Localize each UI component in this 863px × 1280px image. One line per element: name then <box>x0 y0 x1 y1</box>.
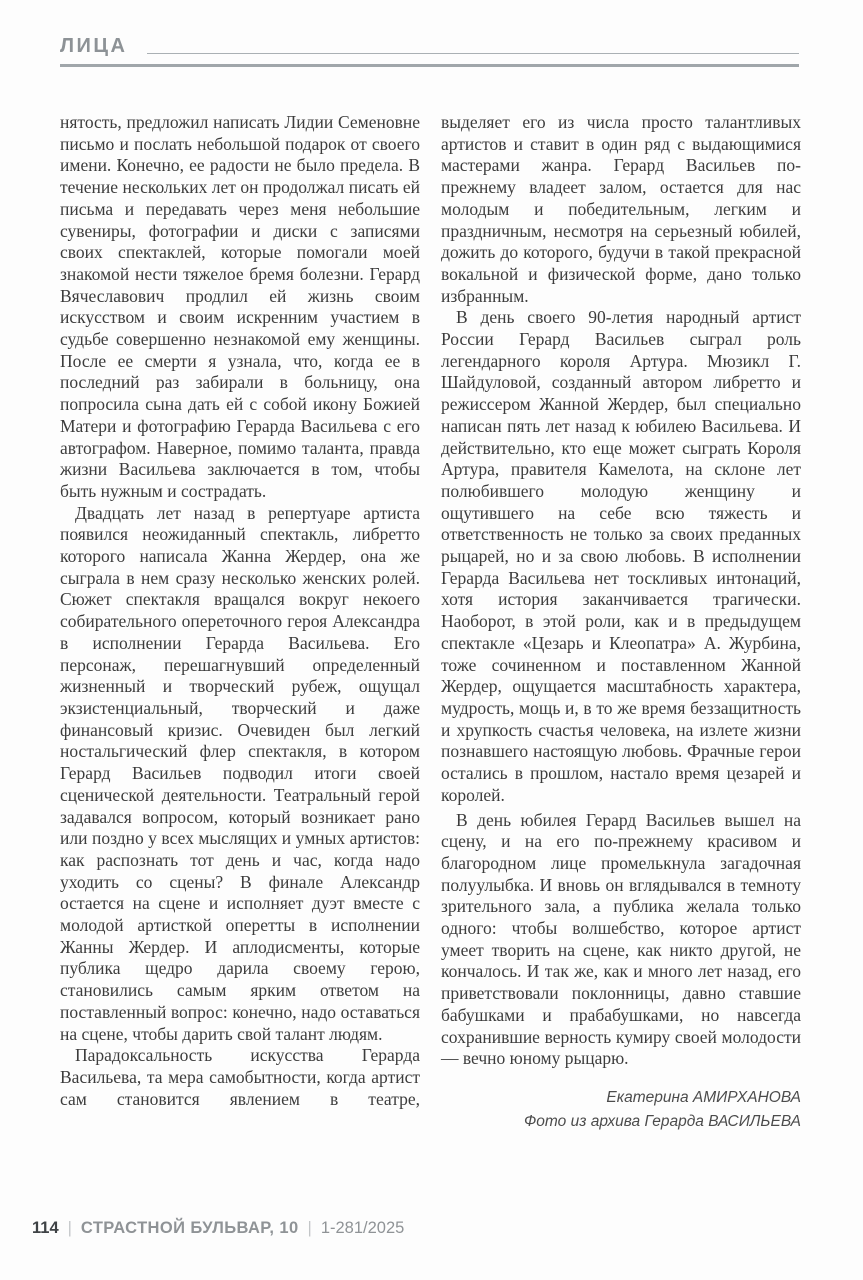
paragraph: В день своего 90-летия народный артист России Герард Васильев сыграл роль легендарного короля Артура. Мюзикл Г. Шайдуловой, созданный автором либретто и режиссером Жанной Жердер, был специально написан пять лет назад к юбилею Васильева. И действительно, кто еще может сыграть Короля Артура, правителя Камелота, на склоне лет полюбившего молодую женщину и ощутившего на себе всю тяжесть и ответственность не только за своих преданных рыцарей, но и за свою любовь. В исполнении Герарда Васильева нет тоскливых интонаций, хотя история заканчивается трагически. Наоборот, в этой роли, как и в предыдущем спектакле «Цезарь и Клеопатра» А. Журбина, тоже сочиненном и поставленном Жанной Жердер, ощущается масштабность характера, мудрость, мощь и, в то же время беззащитность и хрупкость счастья человека, на излете жизни познавшего настоящую любовь. Фрачные герои остались в прошлом, настало время цезарей и королей. <box>441 307 801 805</box>
footer-page-number: 114 <box>32 1219 59 1237</box>
page-header <box>60 36 799 67</box>
byline <box>441 1086 801 1134</box>
byline-author: Екатерина АМИРХАНОВА <box>606 1088 801 1106</box>
page-footer <box>32 1219 404 1238</box>
footer-separator: | <box>67 1219 72 1237</box>
header-thin-rule <box>147 53 799 54</box>
paragraph-continuation: выделяет его из числа просто талантливых артистов и ставит в один ряд с выдающимися мастерами жанра. Герард Васильев по-прежнему владеет залом, остается для нас молодым и победительным, легким и праздничным, несмотря на серьезный юбилей, дожить до которого, будучи в такой прекрасной вокальной и физической форме, дано только избранным. <box>441 112 801 306</box>
right-column <box>441 112 801 1134</box>
byline-photo-credit: Фото из архива Герарда ВАСИЛЬЕВА <box>523 1112 801 1130</box>
footer-separator: | <box>307 1219 312 1237</box>
footer-issue-number: 1-281/2025 <box>320 1219 405 1237</box>
paragraph-runover: Парадоксальность искусства Герарда Васильева, та мера самобытности, когда артист сам становится явлением в театре, <box>60 1045 420 1109</box>
footer-magazine-title: СТРАСТНОЙ БУЛЬВАР, 10 <box>80 1219 299 1237</box>
paragraph: В день юбилея Герард Васильев вышел на сцену, и на его по-прежнему красивом и благородном лице промелькнула загадочная полуулыбка. И вновь он вглядывался в темноту зрительного зала, а публика желала только одного: чтобы волшебство, которое артист умеет творить на сцене, как никто другой, не кончалось. И так же, как и много лет назад, его приветствовали поклонницы, давно ставшие бабушками и прабабушками, но навсегда сохранившие верность кумиру своей молодости — вечно юному рыцарю. <box>441 809 801 1069</box>
header-thick-rule <box>60 64 799 67</box>
article-body <box>60 112 801 1134</box>
left-column <box>60 112 420 1134</box>
paragraph: Двадцать лет назад в репертуаре артиста появился неожиданный спектакль, либретто которого написала Жанна Жердер, она же сыграла в нем сразу несколько женских ролей. Сюжет спектакля вращался вокруг некоего собирательного опереточного героя Александра в исполнении Герарда Васильева. Его персонаж, перешагнувший определенный жизненный и творческий рубеж, ощущал экзистенциальный, творческий и даже финансовый кризис. Очевиден был легкий ностальгический флер спектакля, в котором Герард Васильев подводил итоги своей сценической деятельности. Театральный герой задавался вопросом, который возникает рано или поздно у всех мыслящих и умных артистов: как распознать тот день и час, когда надо уходить со сцены? В финале Александр остается на сцене и исполняет дуэт вместе с молодой артисткой оперетты в исполнении Жанны Жердер. И аплодисменты, которые публика щедро дарила своему герою, становились самым ярким ответом на поставленный вопрос: конечно, надо оставаться на сцене, чтобы дарить свой талант людям. <box>60 502 420 1044</box>
rubric-label: ЛИЦА <box>60 35 128 57</box>
paragraph-continuation: нятость, предложил написать Лидии Семеновне письмо и послать небольшой подарок от своего имени. Конечно, ее радости не было предела. В течение нескольких лет он продолжал писать ей письма и передавать через меня небольшие сувениры, фотографии и диски с записями своих спектаклей, которые помогали моей знакомой нести тяжелое бремя болезни. Герард Вячеславович продлил ей жизнь своим искусством и своим искренним участием в судьбе совершенно незнакомой ему женщины. После ее смерти я узнала, что, когда ее в последний раз забирали в больницу, она попросила сына дать ей с собой икону Божией Матери и фотографию Герарда Васильева с его автографом. Наверное, помимо таланта, правда жизни Васильева заключается в том, чтобы быть нужным и сострадать. <box>60 112 420 501</box>
